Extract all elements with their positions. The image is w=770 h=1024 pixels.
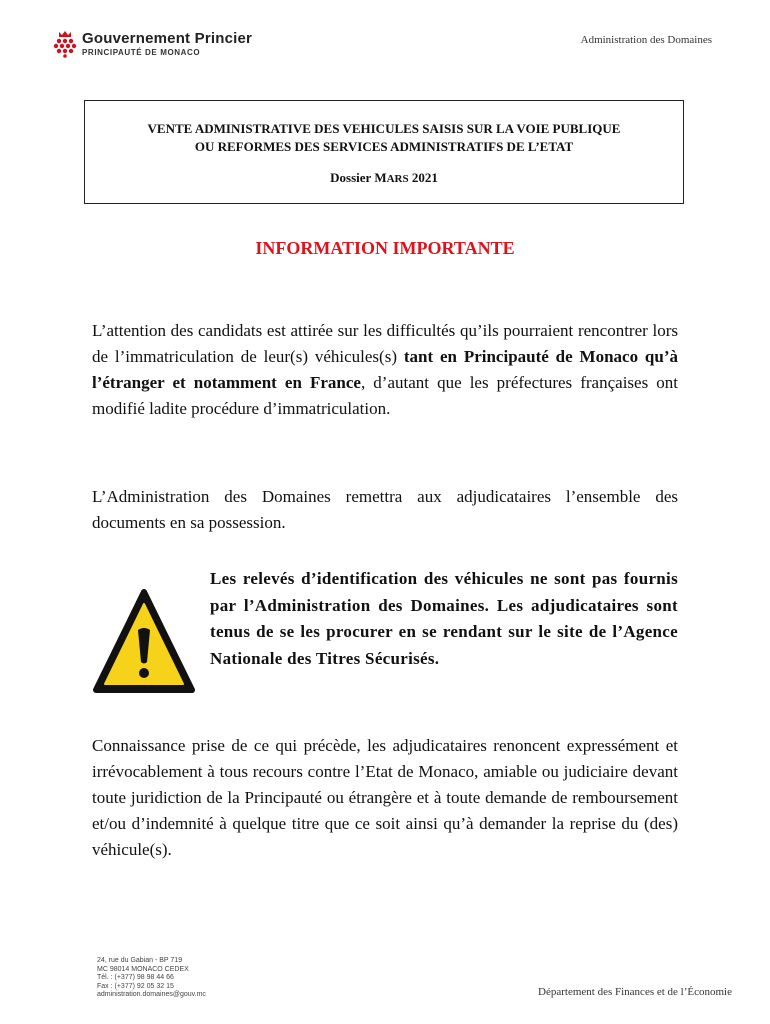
dossier-date [85, 170, 683, 186]
paragraph-documents: L’Administration des Domaines remettra aux adjudicataires l’ensemble des documents en sa possession. [92, 487, 678, 532]
paragraph-1-bold: tant en Principauté de Monaco qu’à l’étranger et notamment en France [92, 347, 679, 392]
dossier-prefix: Dossier M [330, 170, 387, 185]
paragraph-registration [92, 318, 678, 422]
address-line: 24, rue du Gabian - BP 719 [97, 957, 183, 964]
title-line-1: VENTE ADMINISTRATIVE DES VEHICULES SAISIS SUR LA VOIE PUBLIQUE [147, 121, 621, 136]
warning-triangle-icon [92, 588, 196, 696]
title-box [84, 100, 684, 204]
paragraph-waiver: Connaissance prise de ce qui précède, les adjudicataires renoncent expressément et irrévocablement à tous recours contre l’Etat de Monaco, amiable ou judiciaire devant toute juridiction de la Principauté ou étrangère et à toute demande de remboursement et/ou d’indemnité à quelque titre que ce soit ainsi qu’à demander la reprise du (des) véhicule(s). [92, 736, 678, 859]
phone-line: Tél. : (+377) 98 98 44 66 [97, 974, 174, 981]
dossier-year: 2021 [408, 170, 438, 185]
page-header [50, 24, 720, 64]
dossier-month: ARS [386, 173, 409, 185]
important-heading: INFORMATION IMPORTANTE [255, 238, 515, 258]
org-subtitle: PRINCIPAUTÉ DE MONACO [82, 48, 201, 57]
department-name: Administration des Domaines [580, 34, 712, 46]
footer-department: Département des Finances et de l’Économie [538, 986, 732, 998]
paragraph-1-end: , d’autant que les préfectures françaises ont modifié ladite procédure d’immatriculation. [92, 373, 678, 418]
fax-line: Fax : (+377) 92 05 32 15 [97, 982, 174, 990]
footer-address [97, 957, 206, 1000]
paragraph-1-start: L’attention des candidats est attirée sur les difficultés qu’ils pourraient rencontrer lors de l’immatriculation de leur(s) véhicules(s) [92, 321, 678, 366]
address-line: MC 98014 MONACO CEDEX [97, 965, 189, 973]
warning-text: Les relevés d’identification des véhicules ne sont pas fournis par l’Administration des Domaines. Les adjudicataires sont tenus de se les procurer en se rendant sur le site de l’Agence Nationale des Titres Sécurisés. [210, 569, 678, 668]
monaco-crest-icon [50, 28, 80, 58]
title-line-2: OU REFORMES DES SERVICES ADMINISTRATIFS DE L’ETAT [194, 139, 574, 154]
email-line: administration.domaines@gouv.mc [97, 991, 206, 998]
org-name: Gouvernement Princier [82, 30, 253, 47]
